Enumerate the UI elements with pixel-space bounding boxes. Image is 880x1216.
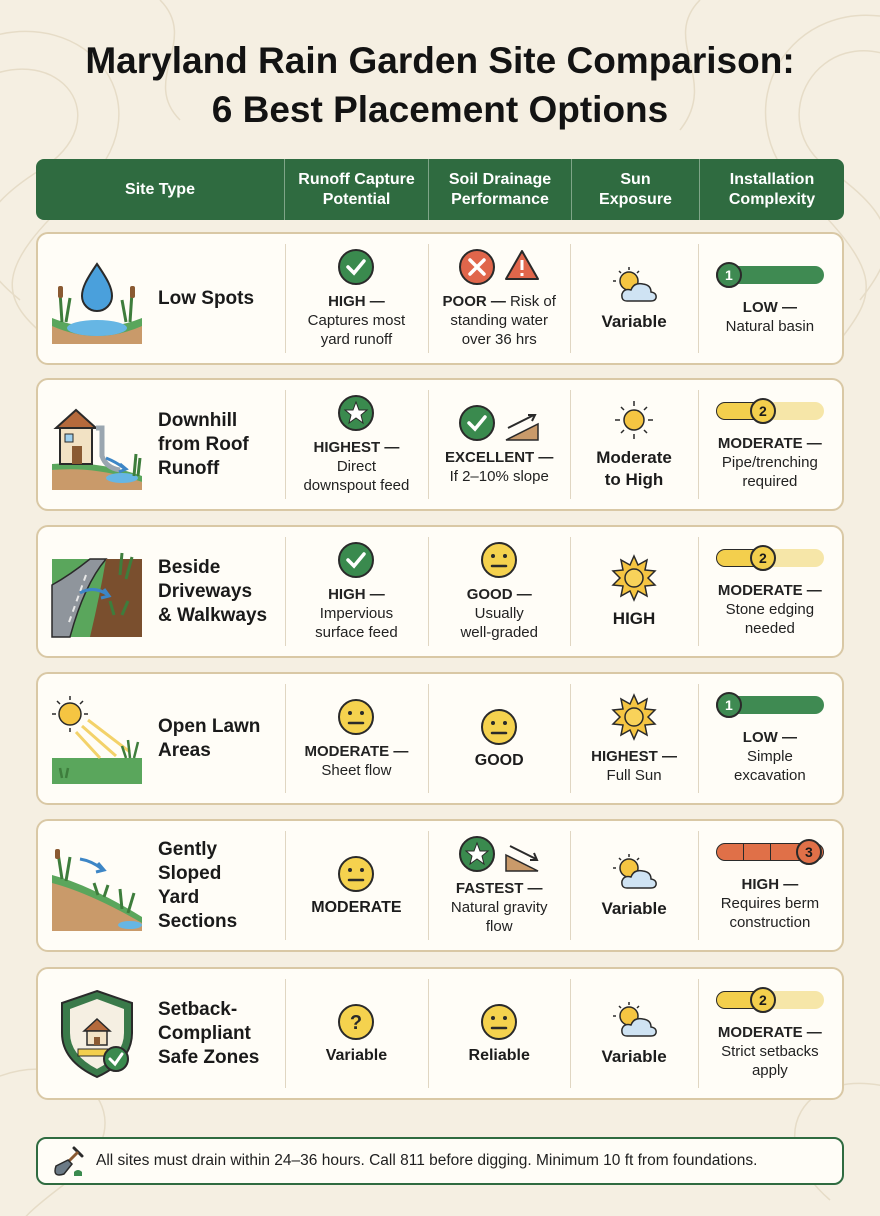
table-row-downhill-roof xyxy=(36,378,844,511)
drainage-note: If 2–10% slope xyxy=(449,467,549,485)
shield-house-icon xyxy=(50,987,144,1081)
runoff-cell xyxy=(285,821,428,950)
site-name: Beside Driveways & Walkways xyxy=(158,556,268,626)
page-title xyxy=(0,36,880,134)
sun-level: Variable xyxy=(601,898,667,918)
svg-text:?: ? xyxy=(350,1011,363,1034)
footer-note xyxy=(36,1137,844,1185)
site-cell xyxy=(38,527,285,656)
drainage-cell xyxy=(428,674,570,803)
complexity-level: MODERATE — xyxy=(717,435,822,452)
complexity-level: LOW — xyxy=(742,298,797,316)
complexity-bar xyxy=(716,692,824,718)
complexity-bar xyxy=(716,262,824,288)
col-runoff: Runoff Capture Potential xyxy=(284,159,428,220)
star-badge-icon xyxy=(337,394,375,432)
sunny-lawn-icon xyxy=(50,692,144,786)
runoff-cell xyxy=(285,674,428,803)
sun-cell xyxy=(570,380,697,509)
site-name: Low Spots xyxy=(158,287,255,309)
col-sun: Sun Exposure xyxy=(571,159,699,220)
col-site-type: Site Type xyxy=(125,180,195,198)
runoff-level: Variable xyxy=(325,1046,388,1064)
complexity-cell xyxy=(698,821,842,950)
check-icon xyxy=(458,404,496,442)
drainage-note: Risk of standing water over 36 hrs xyxy=(450,293,556,348)
table-row-open-lawn xyxy=(36,672,844,805)
complexity-level: HIGH — xyxy=(741,876,799,893)
site-cell xyxy=(38,234,285,363)
drainage-note: Natural gravity flow xyxy=(450,899,548,935)
complexity-bar xyxy=(716,545,824,571)
sun-icon xyxy=(613,399,655,441)
title-line-1: Maryland Rain Garden Site Comparison: xyxy=(85,40,795,81)
complexity-cell xyxy=(698,234,842,363)
drainage-cell xyxy=(428,234,570,363)
bright-sun-icon xyxy=(610,693,658,741)
complexity-step: 1 xyxy=(716,692,742,718)
complexity-bar xyxy=(716,398,824,424)
sun-cell xyxy=(570,527,697,656)
neutral-face-icon xyxy=(480,1003,518,1041)
complexity-step: 2 xyxy=(750,545,776,571)
runoff-level: MODERATE xyxy=(311,898,402,916)
runoff-level: MODERATE — xyxy=(304,742,409,760)
driveway-runoff-icon xyxy=(50,545,144,639)
neutral-face-icon xyxy=(337,698,375,736)
complexity-cell xyxy=(698,674,842,803)
house-downspout-icon xyxy=(50,398,144,492)
sun-cell xyxy=(570,234,697,363)
partly-cloudy-icon xyxy=(609,852,659,892)
downhill-slope-icon xyxy=(504,843,540,873)
col-drainage: Soil Drainage Performance xyxy=(428,159,571,220)
runoff-note: Sheet flow xyxy=(321,761,392,779)
complexity-level: LOW — xyxy=(742,729,797,746)
site-name: Downhill from Roof Runoff xyxy=(158,409,249,479)
runoff-cell xyxy=(285,527,428,656)
complexity-note: Strict setbacks apply xyxy=(721,1043,819,1079)
question-icon xyxy=(337,1003,375,1041)
complexity-level: MODERATE — xyxy=(717,582,822,599)
drainage-level: GOOD xyxy=(474,751,524,769)
site-cell xyxy=(38,969,285,1098)
complexity-note: Stone edging needed xyxy=(725,601,815,637)
footer-text: All sites must drain within 24–36 hours. Call 811 before digging. Minimum 10 ft from foundations. xyxy=(96,1152,758,1169)
complexity-note: Natural basin xyxy=(725,317,815,335)
complexity-step: 1 xyxy=(716,262,742,288)
complexity-step: 3 xyxy=(796,839,822,865)
uphill-slope-icon xyxy=(504,412,540,442)
site-name: Gently Sloped Yard Sections xyxy=(158,838,238,932)
complexity-bar xyxy=(716,987,824,1013)
drainage-cell xyxy=(428,380,570,509)
drainage-cell xyxy=(428,527,570,656)
runoff-note: Impervious surface feed xyxy=(315,605,398,641)
bright-sun-icon xyxy=(610,554,658,602)
drainage-level: POOR — xyxy=(442,293,506,310)
complexity-note: Simple excavation xyxy=(734,748,806,784)
sun-note: Full Sun xyxy=(606,766,662,784)
drainage-level: GOOD — xyxy=(466,586,532,603)
site-name: Setback- Compliant Safe Zones xyxy=(158,998,260,1068)
site-cell xyxy=(38,380,285,509)
site-cell xyxy=(38,821,285,950)
runoff-level: HIGHEST — xyxy=(313,439,400,456)
sun-level: HIGHEST — xyxy=(591,747,677,765)
low-spot-water-drop-icon xyxy=(50,252,144,346)
sun-level: Variable xyxy=(601,1046,667,1066)
runoff-level: HIGH — xyxy=(328,586,385,603)
drainage-level: FASTEST — xyxy=(455,880,543,897)
title-line-2: 6 Best Placement Options xyxy=(211,89,669,130)
check-icon xyxy=(337,248,375,286)
site-name: Open Lawn Areas xyxy=(158,715,261,761)
x-mark-icon xyxy=(458,248,496,286)
complexity-cell xyxy=(698,527,842,656)
table-row-low-spots xyxy=(36,232,844,365)
drainage-cell xyxy=(428,821,570,950)
star-badge-icon xyxy=(458,835,496,873)
sun-level: HIGH xyxy=(612,608,656,628)
shovel-icon xyxy=(52,1144,86,1178)
sun-level: Moderate to High xyxy=(596,447,672,489)
table-row-setback-zones xyxy=(36,967,844,1100)
partly-cloudy-icon xyxy=(609,265,659,305)
neutral-face-icon xyxy=(480,541,518,579)
sun-cell xyxy=(570,674,697,803)
sloped-yard-icon xyxy=(50,839,144,933)
sun-cell xyxy=(570,969,697,1098)
runoff-cell xyxy=(285,969,428,1098)
drainage-level: EXCELLENT — xyxy=(445,448,554,466)
sun-level: Variable xyxy=(601,311,667,331)
table-row-driveways xyxy=(36,525,844,658)
site-cell xyxy=(38,674,285,803)
runoff-level: HIGH — xyxy=(328,293,385,310)
complexity-note: Pipe/trenching required xyxy=(721,454,818,490)
table-row-sloped-yard xyxy=(36,819,844,952)
complexity-note: Requires berm construction xyxy=(720,895,820,931)
complexity-level: MODERATE — xyxy=(717,1024,822,1041)
runoff-cell xyxy=(285,234,428,363)
neutral-face-icon xyxy=(337,855,375,893)
complexity-bar xyxy=(716,839,824,865)
check-icon xyxy=(337,541,375,579)
sun-cell xyxy=(570,821,697,950)
runoff-note: Direct downspout feed xyxy=(303,458,410,494)
drainage-cell xyxy=(428,969,570,1098)
complexity-cell xyxy=(698,380,842,509)
partly-cloudy-icon xyxy=(609,1000,659,1040)
table-header xyxy=(36,159,844,220)
neutral-face-icon xyxy=(480,708,518,746)
warning-icon xyxy=(504,248,540,282)
drainage-level: Reliable xyxy=(468,1046,530,1064)
complexity-step: 2 xyxy=(750,398,776,424)
complexity-cell xyxy=(698,969,842,1098)
drainage-note: Usually well-graded xyxy=(460,605,538,641)
complexity-step: 2 xyxy=(750,987,776,1013)
runoff-note: Captures most yard runoff xyxy=(307,312,406,348)
col-complexity: Installation Complexity xyxy=(699,159,844,220)
runoff-cell xyxy=(285,380,428,509)
